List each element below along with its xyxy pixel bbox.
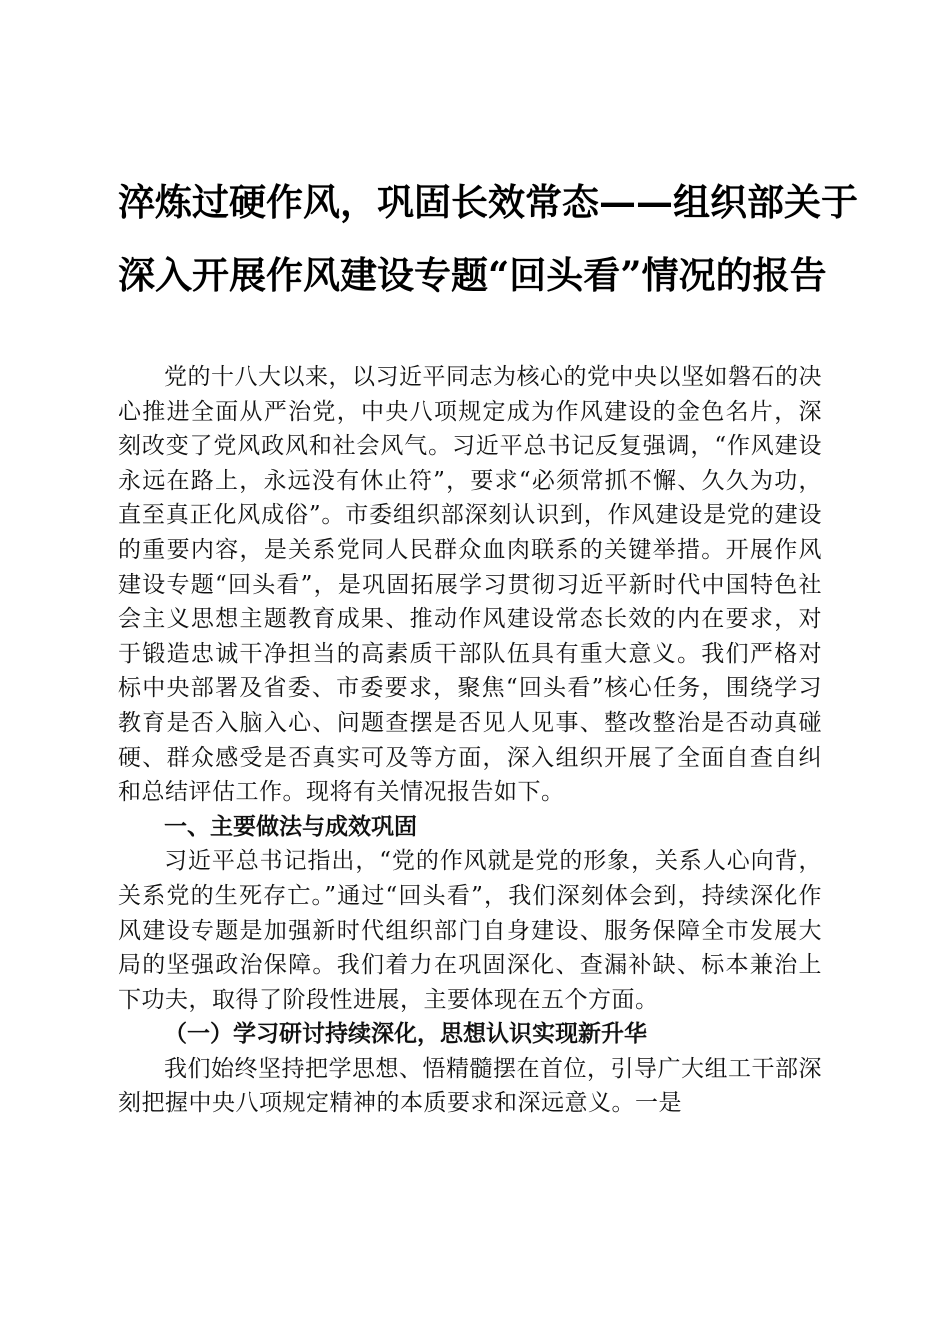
subsection-1-heading: （一）学习研讨持续深化，思想认识实现新升华 [164, 1020, 647, 1048]
document-body [118, 360, 822, 1121]
subsection-1-paragraph: 我们始终坚持把学思想、悟精髓摆在首位，引导广大组工干部深刻把握中央八项规定精神的本质要求和深远意义。一是 [118, 1055, 822, 1117]
section-1-heading: 一、主要做法与成效巩固 [164, 813, 417, 840]
intro-paragraph: 党的十八大以来，以习近平同志为核心的党中央以坚如磐石的决心推进全面从严治党，中央八项规定成为作风建设的金色名片，深刻改变了党风政风和社会风气。习近平总书记反复强调，“作风建设永远在路上，永远没有休止符”，要求“必须常抓不懈、久久为功，直至真正化风成俗”。市委组织部深刻认识到，作风建设是党的建设的重要内容，是关系党同人民群众血肉联系的关键举措。开展作风建设专题“回头看”，是巩固拓展学习贯彻习近平新时代中国特色社会主义思想主题教育成果、推动作风建设常态长效的内在要求，对于锻造忠诚干净担当的高素质干部队伍具有重大意义。我们严格对标中央部署及省委、市委要求，聚焦“回头看”核心任务，围绕学习教育是否入脑入心、问题查摆是否见人见事、整改整治是否动真碰硬、群众感受是否真实可及等方面，深入组织开展了全面自查自纠和总结评估工作。现将有关情况报告如下。 [118, 364, 822, 806]
section-1-paragraph: 习近平总书记指出，“党的作风就是党的形象，关系人心向背，关系党的生死存亡。”通过“回头看”，我们深刻体会到，持续深化作风建设专题是加强新时代组织部门自身建设、服务保障全市发展大局的坚强政治保障。我们着力在巩固深化、查漏补缺、标本兼治上下功夫，取得了阶段性进展，主要体现在五个方面。 [118, 848, 822, 1013]
title-line-2: 深入开展作风建设专题“回头看”情况的报告 [118, 253, 827, 297]
title-line-1: 淬炼过硬作风，巩固长效常态——组织部关于 [118, 180, 858, 224]
document-title [118, 166, 858, 312]
